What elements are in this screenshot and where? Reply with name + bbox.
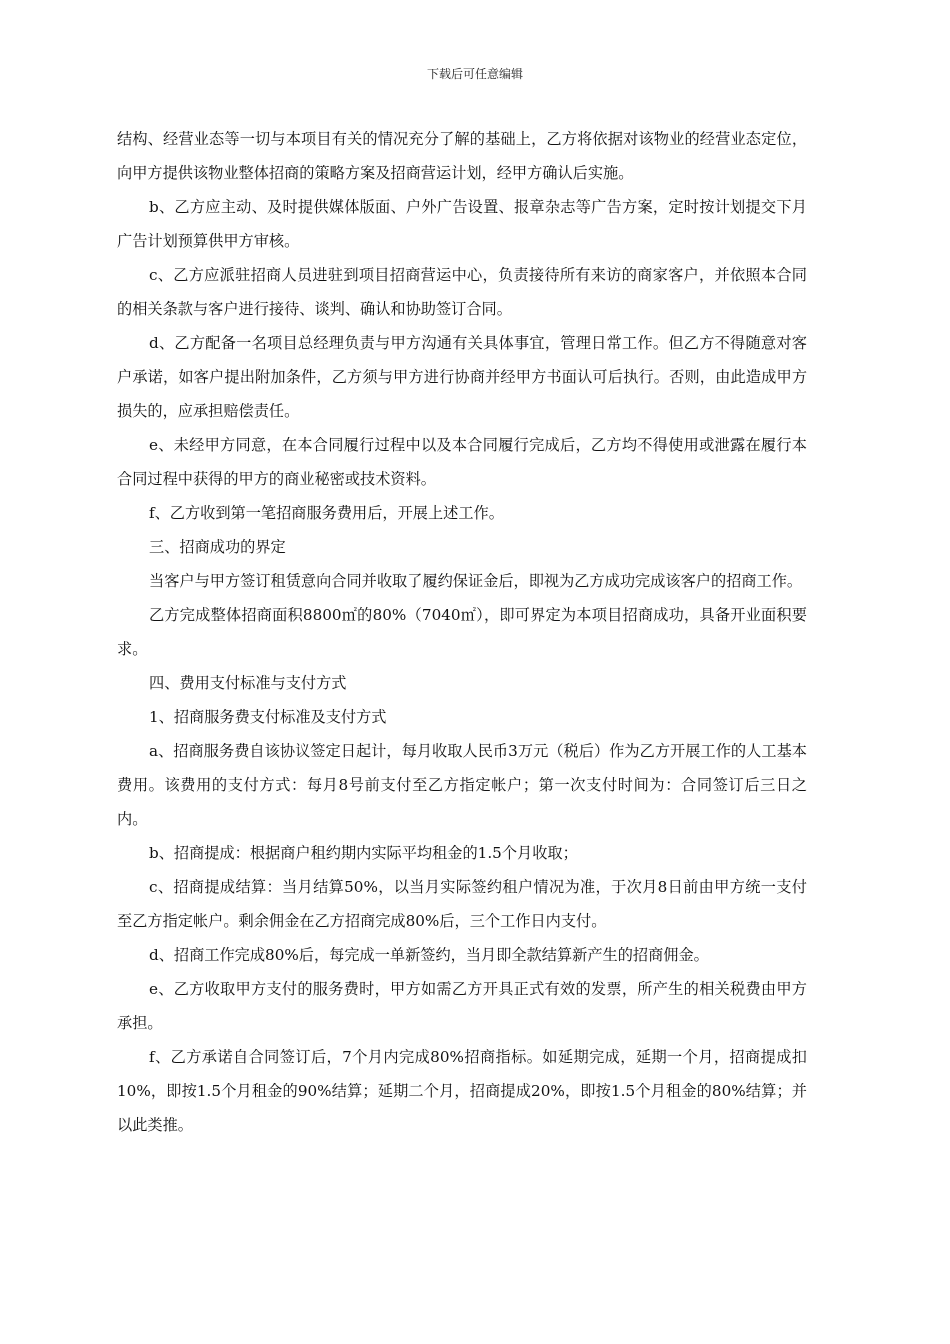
paragraph-item-b: b、乙方应主动、及时提供媒体版面、户外广告设置、报章杂志等广告方案，定时按计划提交下月广告计划预算供甲方审核。 [117, 198, 807, 250]
paragraph-success-definition: 当客户与甲方签订租赁意向合同并收取了履约保证金后，即视为乙方成功完成该客户的招商工作。 [149, 572, 803, 590]
paragraph-item-d: d、乙方配备一名项目总经理负责与甲方沟通有关具体事宜，管理日常工作。但乙方不得随意对客户承诺，如客户提出附加条件，乙方须与甲方进行协商并经甲方书面认可后执行。否则，由此造成甲方损失的，应承担赔偿责任。 [117, 334, 807, 420]
header-note: 下载后可任意编辑 [426, 67, 523, 81]
paragraph-fee-b: b、招商提成：根据商户租约期内实际平均租金的1.5个月收取； [149, 844, 578, 862]
paragraph-fee-a: a、招商服务费自该协议签定日起计，每月收取人民币3万元（税后）作为乙方开展工作的人工基本费用。该费用的支付方式：每月8号前支付至乙方指定帐户；第一次支付时间为：合同签订后三日之内。 [117, 742, 807, 828]
paragraph-item-e: e、未经甲方同意，在本合同履行过程中以及本合同履行完成后，乙方均不得使用或泄露在履行本合同过程中获得的甲方的商业秘密或技术资料。 [117, 436, 807, 488]
paragraph-item-c: c、乙方应派驻招商人员进驻到项目招商营运中心，负责接待所有来访的商家客户，并依照本合同的相关条款与客户进行接待、谈判、确认和协助签订合同。 [117, 266, 807, 318]
paragraph-fee-e: e、乙方收取甲方支付的服务费时，甲方如需乙方开具正式有效的发票，所产生的相关税费由甲方承担。 [117, 980, 807, 1032]
paragraph-fee-d: d、招商工作完成80%后，每完成一单新签约，当月即全款结算新产生的招商佣金。 [149, 946, 709, 964]
section-heading-3: 三、招商成功的界定 [149, 538, 286, 556]
paragraph-item-f: f、乙方收到第一笔招商服务费用后，开展上述工作。 [149, 504, 504, 522]
section-heading-4: 四、费用支付标准与支付方式 [149, 674, 347, 692]
paragraph-success-area: 乙方完成整体招商面积8800㎡的80%（7040㎡），即可界定为本项目招商成功，具备开业面积要求。 [117, 606, 807, 658]
subheading-fee-standard: 1、招商服务费支付标准及支付方式 [149, 708, 387, 726]
paragraph-fee-f: f、乙方承诺自合同签订后，7个月内完成80%招商指标。如延期完成，延期一个月，招商提成扣10%，即按1.5个月租金的90%结算；延期二个月，招商提成20%，即按1.5个月租金的80%结算；并以此类推。 [117, 1048, 807, 1134]
paragraph-continuation: 结构、经营业态等一切与本项目有关的情况充分了解的基础上，乙方将依据对该物业的经营业态定位，向甲方提供该物业整体招商的策略方案及招商营运计划，经甲方确认后实施。 [117, 130, 807, 182]
document-body [117, 122, 807, 1142]
paragraph-fee-c: c、招商提成结算：当月结算50%，以当月实际签约租户情况为准，于次月8日前由甲方统一支付至乙方指定帐户。剩余佣金在乙方招商完成80%后，三个工作日内支付。 [117, 878, 807, 930]
